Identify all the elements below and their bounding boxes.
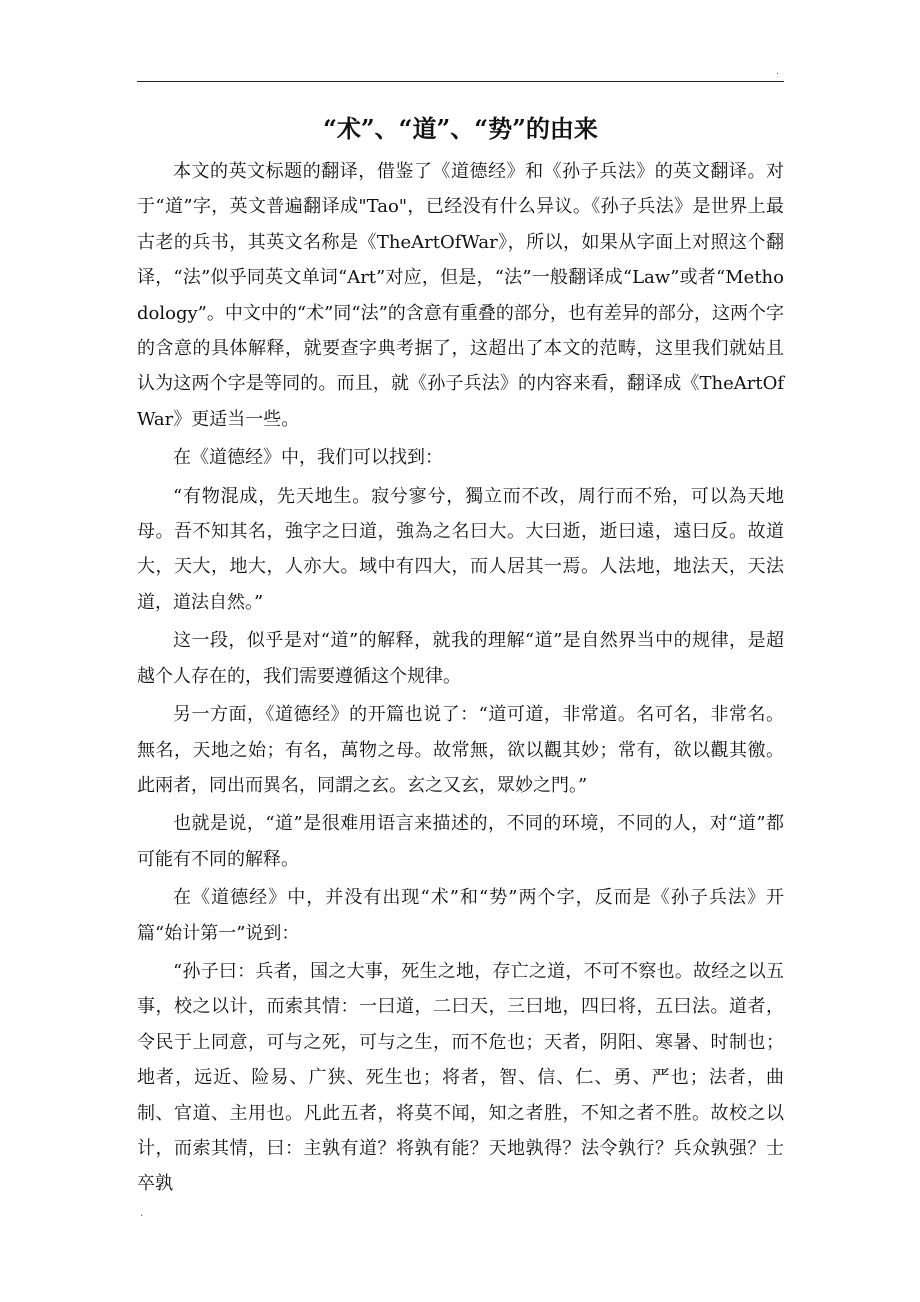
paragraph-daodejing-quote-1: “有物混成，先天地生。寂兮寥兮，獨立而不改，周行而不殆，可以為天地母。吾不知其名，強字之曰道，強為之名曰大。大曰逝，逝曰遠，遠曰反。故道大，天大，地大，人亦大。域中有四大，而人居其一焉。人法地，地法天，天法道，道法自然。” [137,485,784,613]
paragraph-daodejing-intro: 在《道德经》中，我们可以找到： [173,447,443,469]
document-body [137,154,784,1205]
paragraph-daodejing-opening: 另一方面，《道德经》的开篇也说了：“道可道，非常道。名可名，非常名。無名，天地之始；有名，萬物之母。故常無，欲以觀其妙；常有，欲以觀其徼。此兩者，同出而異名，同謂之玄。玄之又玄，眾妙之門。” [137,704,784,796]
paragraph-dao-description: 也就是说，“道”是很难用语言来描述的，不同的环境，不同的人，对“道”都可能有不同的解释。 [137,813,784,870]
header-mark: . [776,66,780,77]
paragraph-translation-note: 本文的英文标题的翻译，借鉴了《道德经》和《孙子兵法》的英文翻译。对于“道”字，英文普遍翻译成"Tao"，已经没有什么异议。《孙子兵法》是世界上最古老的兵书，其英文名称是《TheArtOfWar》，所以，如果从字面上对照这个翻译，“法”似乎同英文单词“Art”对应，但是，“法”一般翻译成“Law”或者“Methodology”。中文中的“术”同“法”的含意有重叠的部分，也有差异的部分，这两个字的含意的具体解释，就要查字典考据了，这超出了本文的范畴，这里我们就姑且认为这两个字是等同的。而且，就《孙子兵法》的内容来看，翻译成《TheArtOfWar》更适当一些。 [137,161,784,430]
header-rule [137,81,784,82]
paragraph-dao-interpretation: 这一段，似乎是对“道”的解释，就我的理解“道”是自然界当中的规律，是超越个人存在的，我们需要遵循这个规律。 [137,630,784,687]
document-title: “术”、“道”、“势”的由来 [323,114,598,143]
footer-mark: . [140,1208,144,1219]
paragraph-sunzi-quote: “孙子曰：兵者，国之大事，死生之地，存亡之道，不可不察也。故经之以五事，校之以计，而索其情：一曰道，二曰天，三曰地，四曰将，五曰法。道者，令民于上同意，可与之死，可与之生，而不危也；天者，阴阳、寒暑、时制也；地者，远近、险易、广狭、死生也；将者，智、信、仁、勇、严也；法者，曲制、官道、主用也。凡此五者，将莫不闻，知之者胜，不知之者不胜。故校之以计，而索其情，曰：主孰有道？将孰有能？天地孰得？法令孰行？兵众孰强？士卒孰 [137,960,784,1195]
paragraph-sunzi-intro: 在《道德经》中，并没有出现“术”和“势”两个字，反而是《孙子兵法》开篇“始计第一”说到： [137,887,784,944]
